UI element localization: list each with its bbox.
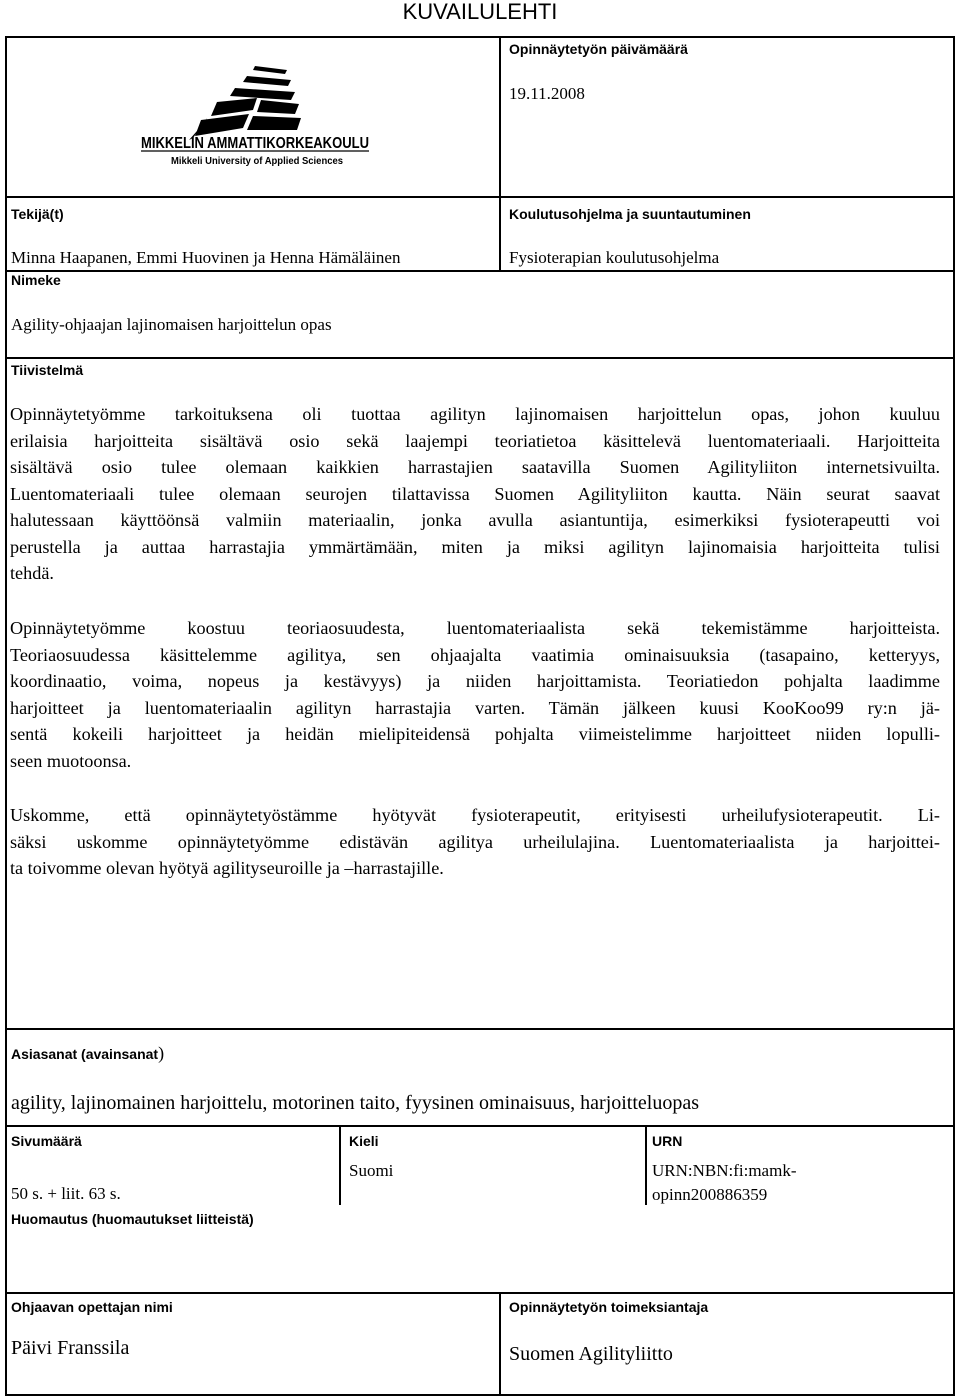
urn-value-line1: URN:NBN:fi:mamk-	[652, 1161, 797, 1180]
abstract-line: Uskomme, että opinnäytetyöstämme hyötyvät fysioterapeutit, erityisesti urheilufysioterapeutit. Li-	[10, 805, 940, 825]
divider-meta	[645, 1125, 647, 1205]
date-value: 19.11.2008	[509, 84, 585, 103]
abstract-line: ta toivomme olevan hyötyä agilityseuroille ja –harrastajille.	[10, 858, 444, 878]
abstract-paragraph-1	[10, 401, 940, 587]
abstract-label: Tiivistelmä	[11, 362, 84, 378]
divider-meta	[339, 1125, 341, 1205]
logo-subtitle: Mikkeli University of Applied Sciences	[171, 155, 344, 167]
program-label: Koulutusohjelma ja suuntautuminen	[509, 206, 751, 222]
name-value: Agility-ohjaajan lajinomaisen harjoittelun opas	[11, 315, 332, 334]
abstract-paragraph-2	[10, 615, 940, 774]
abstract-line: perustella ja auttaa harrastajia ymmärtämään, miten ja miksi agilityn lajinomaisia harjoitteita tulisi	[10, 536, 940, 557]
abstract-line: koordinaatio, voima, nopeus ja kestävyys) ja niiden harjoittamista. Teoriatiedon pohjalta laadimme	[10, 671, 940, 691]
supervisor-value: Päivi Franssila	[11, 1337, 130, 1359]
abstract-text	[10, 401, 940, 587]
commissioner-label: Opinnäytetyön toimeksiantaja	[509, 1299, 709, 1315]
abstract-line: seen muotoonsa.	[10, 750, 132, 771]
authors-label: Tekijä(t)	[11, 206, 64, 222]
divider	[7, 1028, 953, 1030]
keywords-label-paren: )	[158, 1043, 165, 1063]
abstract-line: säksi uskomme opinnäytetyömme edistävän agilitya urheilulajina. Luentomateriaalista ja harjoittei-	[10, 831, 940, 852]
keywords-value: agility, lajinomainen harjoittelu, motorinen taito, fyysinen ominaisuus, harjoitteluopas	[11, 1092, 700, 1114]
abstract-line: sentä kokeili harjoitteet ja heidän mielipiteidensä pohjalta viimeistelimme harjoitteet niiden lopulli-	[10, 724, 940, 744]
abstract-line: tehdä.	[10, 563, 54, 583]
abstract-line: halutessaan käyttöönsä valmiin materiaalin, jonka avulla asiantuntija, esimerkiksi fysioterapeutti voi	[10, 510, 940, 530]
divider	[7, 196, 953, 198]
urn-value-line2: opinn200886359	[652, 1185, 768, 1204]
page-title: KUVAILULEHTI	[402, 0, 558, 24]
abstract-line: Teoriaosuudessa käsittelemme agilitya, sen ohjaajalta vaatimia ominaisuuksia (tasapaino, ketteryys,	[10, 644, 940, 665]
divider	[7, 270, 953, 272]
divider	[7, 1125, 953, 1127]
commissioner-value: Suomen Agilityliitto	[509, 1343, 673, 1365]
abstract-paragraph-3	[10, 802, 940, 882]
abstract-line: Opinnäytetyömme koostuu teoriaosuudesta, luentomateriaalista sekä tekemistämme harjoitteista.	[10, 618, 940, 638]
abstract-line: harjoitteet ja luentomateriaalin agilityn harrastajia varten. Tämän jälkeen kuusi KooKoo99 ry:n jä-	[10, 697, 940, 718]
abstract-line: erilaisia harjoitteita sisältävä osio sekä laajempi teoriatietoa käsittelevä luentomateriaali. Harjoitteita	[10, 430, 940, 451]
abstract-text-3	[10, 802, 940, 882]
logo-books-icon	[189, 66, 301, 140]
pages-label: Sivumäärä	[11, 1133, 82, 1149]
abstract-line: sisältävä osio tulee olemaan kaikkien harrastajien saatavilla Suomen Agilityliiton internetsivuilta.	[10, 457, 940, 477]
urn-label: URN	[652, 1133, 683, 1149]
divider-footer	[499, 1292, 501, 1394]
logo-name: MIKKELIN AMMATTIKORKEAKOULU	[141, 135, 369, 152]
pages-value: 50 s. + liit. 63 s.	[11, 1184, 121, 1203]
notes-label: Huomautus (huomautukset liitteistä)	[11, 1211, 254, 1227]
language-label: Kieli	[349, 1133, 379, 1149]
university-logo	[135, 60, 375, 170]
divider	[7, 357, 953, 359]
date-label: Opinnäytetyön päivämäärä	[509, 41, 688, 57]
abstract-line: Luentomateriaali tulee olemaan seurojen tilattavissa Suomen Agilityliiton kautta. Näin seurat saavat	[10, 483, 940, 504]
name-label: Nimeke	[11, 272, 61, 288]
abstract-text-2	[10, 615, 940, 774]
divider	[7, 1292, 953, 1294]
authors-value: Minna Haapanen, Emmi Huovinen ja Henna Hämäläinen	[11, 248, 401, 267]
supervisor-label: Ohjaavan opettajan nimi	[11, 1299, 173, 1315]
program-value: Fysioterapian koulutusohjelma	[509, 248, 720, 267]
language-value: Suomi	[349, 1161, 394, 1180]
keywords-label	[11, 1045, 164, 1062]
abstract-line: Opinnäytetyömme tarkoituksena oli tuottaa agilityn lajinomaisen harjoittelun opas, johon kuuluu	[10, 404, 940, 424]
keywords-label-text: Asiasanat (avainsanat	[11, 1046, 159, 1062]
divider-header	[499, 38, 501, 270]
